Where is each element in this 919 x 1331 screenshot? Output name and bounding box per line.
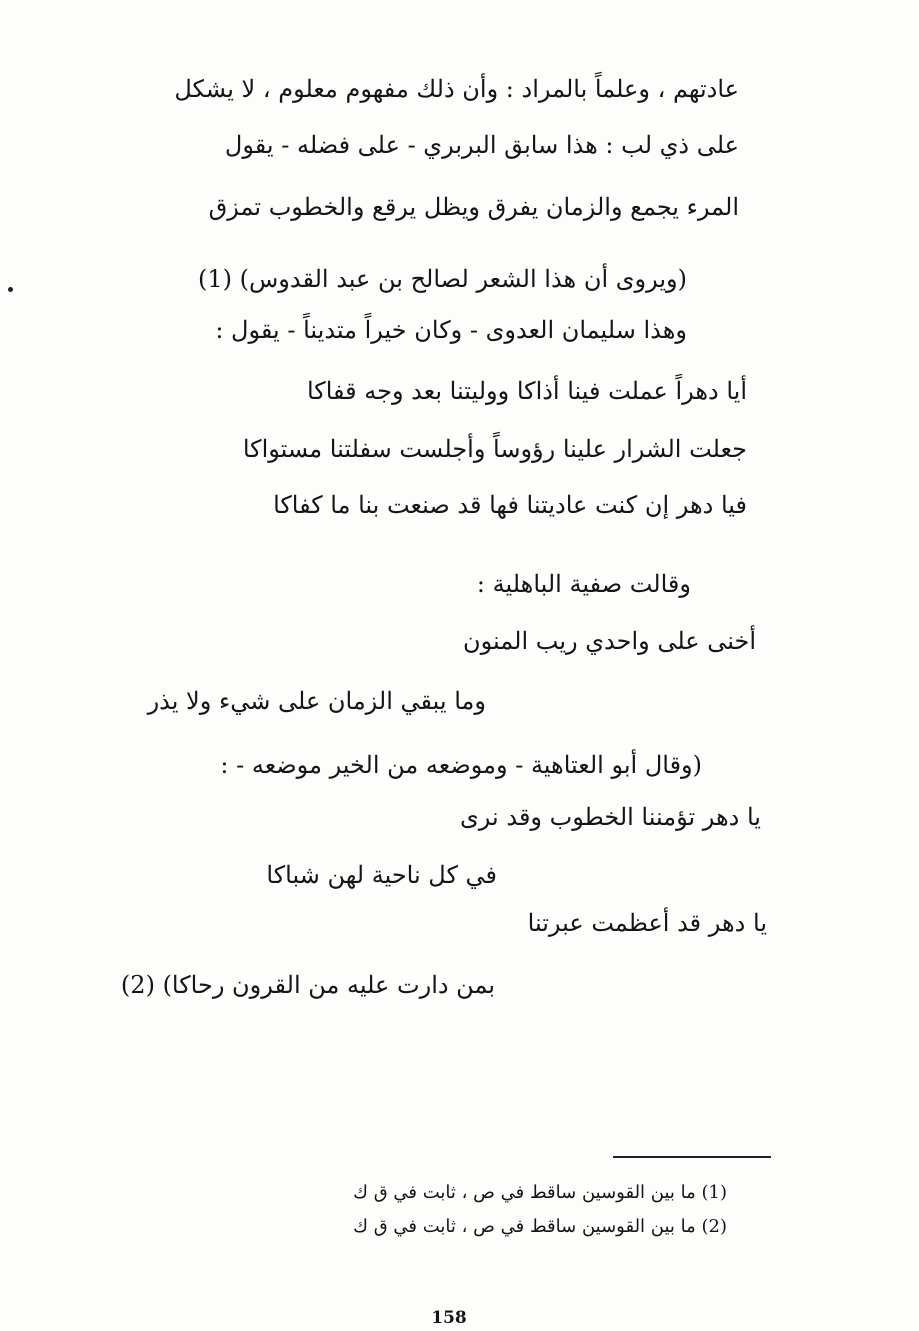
page-number: 158 — [431, 1308, 467, 1328]
text-line-6: (وقال أبو العتاهية - وموضعه من الخير موضعه - : — [220, 751, 702, 779]
text-line-1: عادتهم ، وعلماً بالمراد : وأن ذلك مفهوم معلوم ، لا يشكل — [174, 75, 739, 103]
text-line-5: وقالت صفية الباهلية : — [476, 570, 691, 598]
verse-line-2: أيا دهراً عملت فينا أذاكا ووليتنا بعد وجه قفاكا — [306, 377, 747, 405]
text-line-2: على ذي لب : هذا سابق البربري - على فضله - يقول — [224, 131, 739, 159]
footnote-2: (2) ما بين القوسين ساقط في ص ، ثابت في ق ك — [353, 1216, 727, 1237]
verse-line-9: يا دهر قد أعظمت عبرتنا — [527, 909, 767, 937]
verse-line-10: بمن دارت عليه من القرون رحاكا) (2) — [120, 971, 495, 999]
verse-line-8: في كل ناحية لهن شباكا — [266, 861, 497, 889]
verse-line-5: أخنى على واحدي ريب المنون — [463, 627, 756, 655]
verse-line-6: وما يبقي الزمان على شيء ولا يذر — [147, 687, 486, 715]
text-line-4: وهذا سليمان العدوى - وكان خيراً متديناً - يقول : — [215, 316, 687, 344]
scan-speck — [8, 287, 13, 292]
text-line-3: (ويروى أن هذا الشعر لصالح بن عبد القدوس) (1) — [197, 265, 687, 293]
footnote-separator — [613, 1156, 771, 1158]
verse-line-3: جعلت الشرار علينا رؤوساً وأجلست سفلتنا مستواكا — [242, 435, 747, 463]
footnote-1: (1) ما بين القوسين ساقط في ص ، ثابت في ق ك — [353, 1182, 727, 1203]
verse-line-1: المرء يجمع والزمان يفرق ويظل يرقع والخطوب تمزق — [208, 193, 739, 221]
verse-line-4: فيا دهر إن كنت عاديتنا فها قد صنعت بنا ما كفاكا — [273, 491, 747, 519]
verse-line-7: يا دهر تؤمننا الخطوب وقد نرى — [460, 803, 761, 831]
